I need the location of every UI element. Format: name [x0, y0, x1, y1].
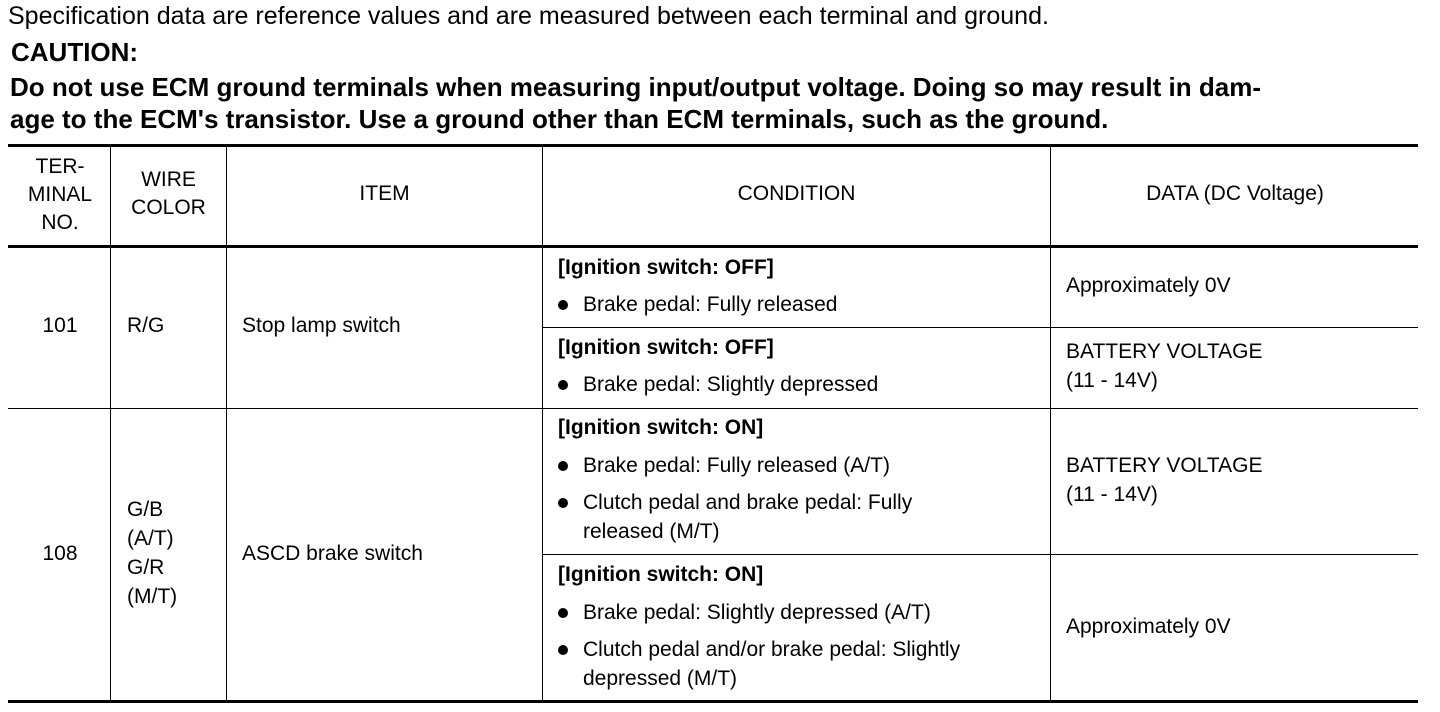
data-108-b: Approximately 0V: [1066, 615, 1231, 638]
condition-bullet-101-a: Brake pedal: Fully released: [558, 290, 837, 319]
condition-bullet-108-b1: Brake pedal: Slightly depressed (A/T): [558, 598, 931, 627]
bullet-dot-icon: [558, 380, 568, 390]
col-divider-2: [226, 147, 227, 700]
condition-head-108-a: [Ignition switch: ON]: [558, 416, 764, 439]
header-condition: CONDITION: [737, 182, 856, 205]
caution-line-2: age to the ECM's transistor. Use a ground other than ECM terminals, such as the ground.: [10, 104, 1109, 134]
col-divider-4: [1050, 147, 1051, 700]
data-101-b: BATTERY VOLTAGE (11 - 14V): [1066, 340, 1263, 392]
table-bottom-rule: [8, 700, 1418, 703]
condition-bullet-108-a1: Brake pedal: Fully released (A/T): [558, 451, 890, 480]
terminal-101: 101: [42, 314, 78, 337]
condition-bullet-108-b2: Clutch pedal and/or brake pedal: Slightly depressed (M/T): [558, 635, 960, 693]
header-item: ITEM: [359, 182, 410, 205]
condition-head-101-b: [Ignition switch: OFF]: [558, 336, 774, 359]
wire-color-101: R/G: [127, 314, 165, 337]
bullet-dot-icon: [558, 300, 568, 310]
condition-bullet-108-a2: Clutch pedal and brake pedal: Fully released (M/T): [558, 488, 912, 546]
caution-body: [10, 71, 1420, 135]
table-top-rule: [8, 144, 1418, 147]
caution-title: CAUTION:: [11, 37, 139, 67]
col-divider-3: [542, 147, 543, 700]
data-108-a: BATTERY VOLTAGE (11 - 14V): [1066, 454, 1263, 506]
condition-bullet-101-b: Brake pedal: Slightly depressed: [558, 370, 878, 399]
header-bottom-rule: [8, 245, 1418, 248]
wire-color-108: G/B (A/T) G/R (M/T): [127, 498, 178, 608]
terminal-108: 108: [42, 542, 78, 565]
item-101: Stop lamp switch: [242, 314, 401, 337]
data-101-a: Approximately 0V: [1066, 274, 1231, 297]
header-wire-color: WIRE COLOR: [131, 168, 206, 219]
caution-line-1: Do not use ECM ground terminals when measuring input/output voltage. Doing so may result in dam-: [10, 72, 1261, 102]
row-divider-main: [8, 408, 1418, 409]
item-108: ASCD brake switch: [242, 542, 423, 565]
header-data: DATA (DC Voltage): [1146, 182, 1324, 205]
intro-text: Specification data are reference values and are measured between each terminal and ground.: [8, 2, 1049, 30]
col-divider-1: [110, 147, 111, 700]
bullet-dot-icon: [558, 645, 568, 655]
condition-head-101-a: [Ignition switch: OFF]: [558, 256, 774, 279]
row-divider-108-split: [543, 554, 1418, 555]
row-divider-101-split: [543, 327, 1418, 328]
bullet-dot-icon: [558, 608, 568, 618]
header-terminal-no: TER- MINAL NO.: [27, 155, 93, 234]
condition-head-108-b: [Ignition switch: ON]: [558, 563, 764, 586]
bullet-dot-icon: [558, 498, 568, 508]
bullet-dot-icon: [558, 461, 568, 471]
